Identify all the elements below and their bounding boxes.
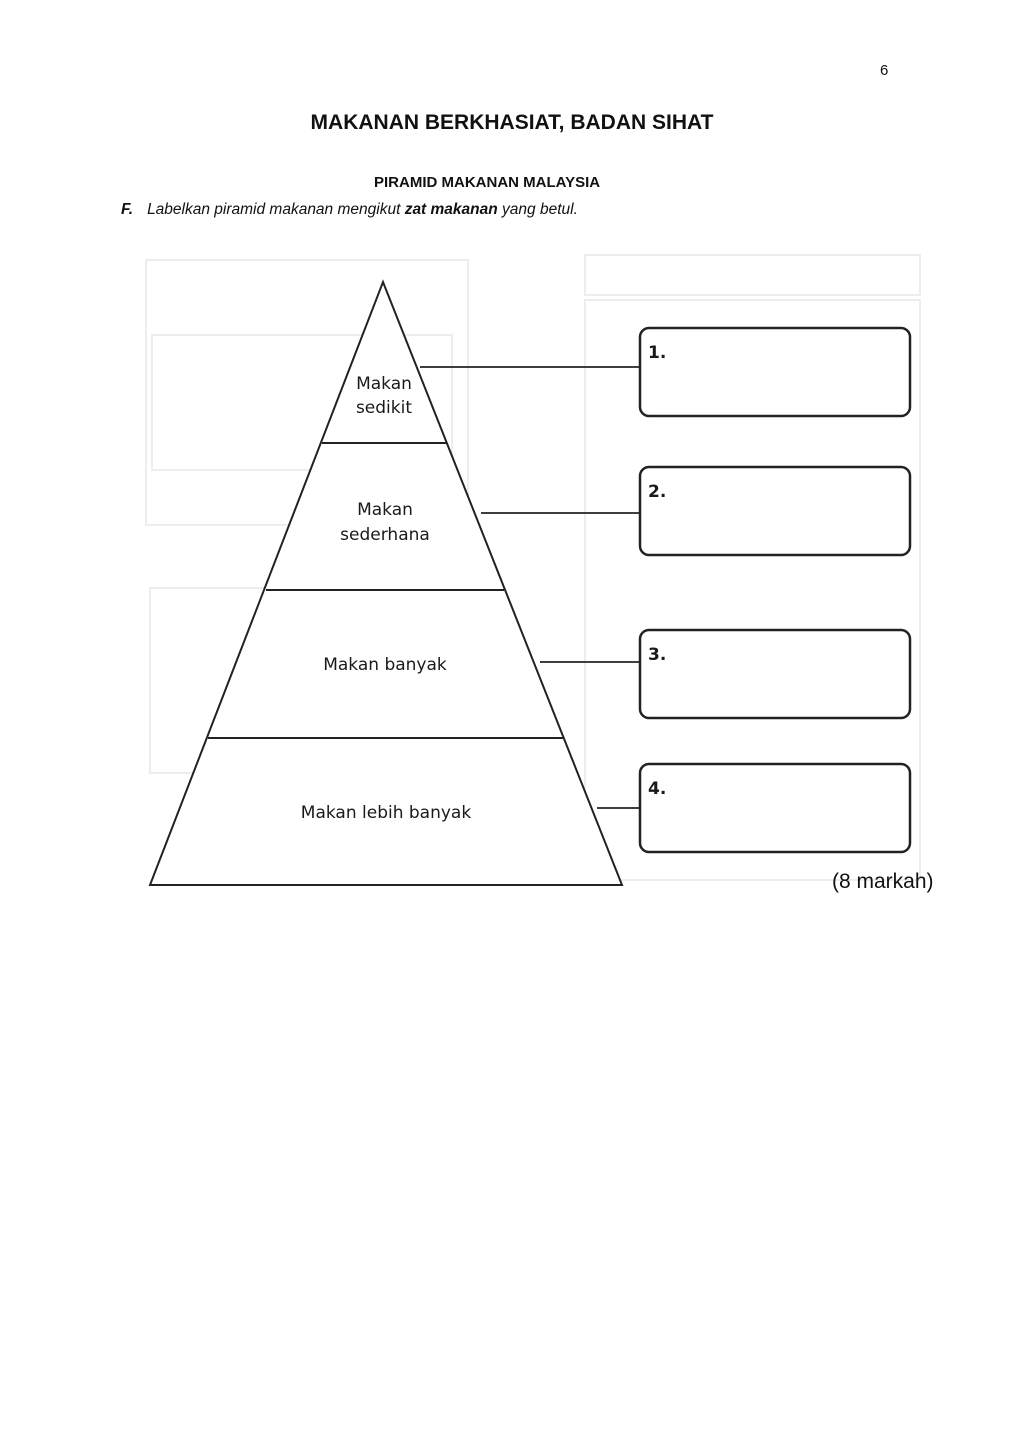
- instruction-bold-text: zat makanan: [404, 201, 498, 218]
- instruction-text-before: Labelkan piramid makanan mengikut: [147, 201, 405, 218]
- answer-box-1[interactable]: [640, 328, 910, 416]
- answer-box-2[interactable]: [640, 467, 910, 555]
- answer-box-3[interactable]: [640, 630, 910, 718]
- answer-box-2-number: 2.: [648, 482, 667, 502]
- tier-1-label-line2: sedikit: [355, 398, 413, 418]
- tier-2-label-line1: Makan: [357, 500, 413, 520]
- question-letter: F.: [121, 201, 134, 218]
- tier-4-label: Makan lebih banyak: [300, 803, 472, 823]
- page-title: MAKANAN BERKHASIAT, BADAN SIHAT: [310, 111, 714, 134]
- answer-box-1-number: 1.: [648, 343, 667, 363]
- tier-2-label-line2: sederhana: [340, 525, 430, 545]
- answer-box-3-number: 3.: [648, 645, 667, 665]
- page-number: 6: [880, 62, 889, 79]
- instruction-text-after: yang betul.: [497, 201, 578, 218]
- food-pyramid: [150, 282, 622, 885]
- tier-3-label: Makan banyak: [323, 655, 447, 675]
- answer-box-4[interactable]: [640, 764, 910, 852]
- pyramid-outline: [150, 282, 622, 885]
- answer-box-4-number: 4.: [648, 779, 667, 799]
- tier-1-label-line1: Makan: [356, 374, 412, 394]
- marks-label: (8 markah): [832, 870, 934, 893]
- section-subtitle: PIRAMID MAKANAN MALAYSIA: [374, 174, 601, 191]
